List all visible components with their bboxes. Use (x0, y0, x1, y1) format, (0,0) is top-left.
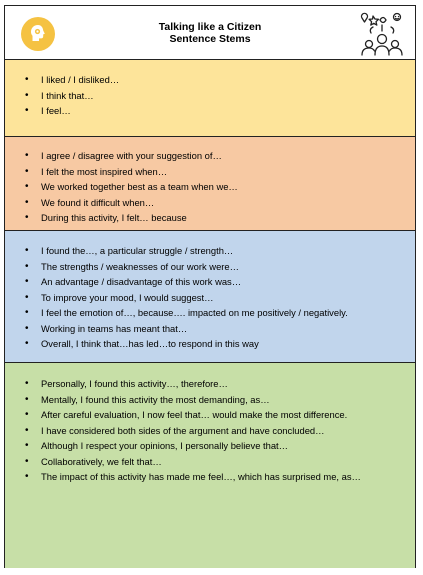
list-item: • I found the…, a particular struggle / strength… (25, 243, 348, 259)
list-item: • I agree / disagree with your suggestion of… (25, 148, 238, 164)
list-item: • During this activity, I felt… because (25, 210, 238, 226)
title-line-2: Sentence Stems (169, 33, 251, 45)
stem-list (25, 243, 348, 352)
list-item: • To improve your mood, I would suggest… (25, 290, 348, 306)
list-item: • Working in teams has meant that… (25, 321, 348, 337)
section-basic-stems (5, 60, 415, 137)
list-item: • After careful evaluation, I now feel that… would make the most difference. (25, 407, 361, 423)
section-reflection-stems (5, 137, 415, 231)
list-item: • Collaboratively, we felt that… (25, 454, 361, 470)
page-title (100, 21, 320, 45)
list-item: • I feel the emotion of…, because…. impacted on me positively / negatively. (25, 305, 348, 321)
list-item: • We worked together best as a team when we… (25, 179, 238, 195)
list-item: • Although I respect your opinions, I personally believe that… (25, 438, 361, 454)
header (5, 6, 415, 60)
list-item: • I liked / I disliked… (25, 72, 119, 88)
list-item: • I felt the most inspired when… (25, 164, 238, 180)
stem-list (25, 72, 119, 119)
section-evaluation-stems (5, 231, 415, 363)
list-item: • Overall, I think that…has led…to respond in this way (25, 336, 348, 352)
list-item: • Mentally, I found this activity the most demanding, as… (25, 392, 361, 408)
list-item: • The strengths / weaknesses of our work were… (25, 259, 348, 275)
list-item: • I think that… (25, 88, 119, 104)
list-item: • I feel… (25, 103, 119, 119)
list-item: • Personally, I found this activity…, therefore… (25, 376, 361, 392)
stem-list (25, 148, 238, 226)
head-gear-icon (21, 17, 55, 51)
sentence-stems-card (4, 5, 416, 568)
list-item: • The impact of this activity has made me feel…, which has surprised me, as… (25, 469, 361, 485)
people-ideas-icon (357, 11, 411, 57)
title-line-1: Talking like a Citizen (158, 21, 262, 33)
list-item: • An advantage / disadvantage of this work was… (25, 274, 348, 290)
list-item: • We found it difficult when… (25, 195, 238, 211)
list-item: • I have considered both sides of the argument and have concluded… (25, 423, 361, 439)
section-advanced-stems (5, 363, 415, 568)
stem-list (25, 376, 361, 485)
